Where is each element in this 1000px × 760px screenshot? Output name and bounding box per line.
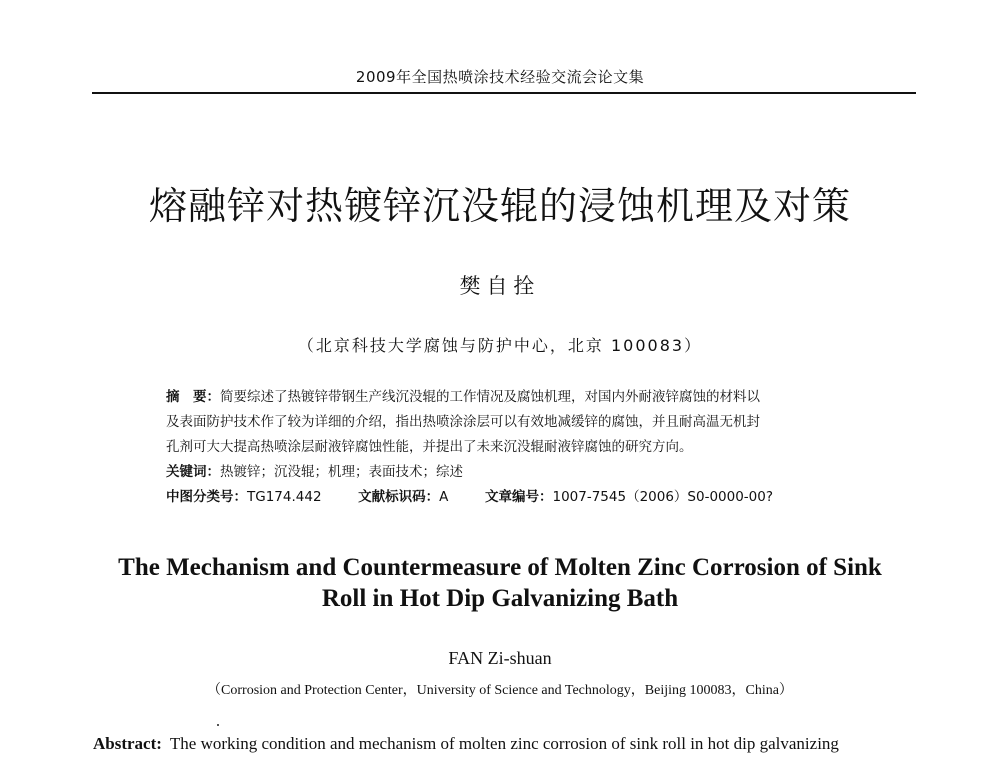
english-abstract-label: Abstract: [93,734,162,753]
running-header: 2009年全国热喷涂技术经验交流会论文集 [355,68,645,86]
chinese-abstract-line: 及表面防护技术作了较为详细的介绍，指出热喷涂涂层可以有效地减缓锌的腐蚀，并且耐高温无机封 [166,414,760,430]
english-title [0,552,1000,614]
chinese-keywords [166,460,856,485]
english-affiliation: （Corrosion and Protection Center，University of Science and Technology，Beijing 100083，China） [207,683,793,698]
chinese-abstract-block [166,385,856,510]
chinese-classification [166,485,856,510]
english-author: FAN Zi-shuan [448,648,552,668]
chinese-keywords-label: 关键词： [166,464,220,480]
clc-label: 中图分类号： [166,489,247,505]
chinese-abstract-line [166,385,856,410]
chinese-affiliation: （北京科技大学腐蚀与防护中心，北京 100083） [297,336,703,355]
english-abstract [93,734,839,754]
chinese-abstract-line: 孔剂可大大提高热喷涂层耐液锌腐蚀性能，并提出了未来沉没辊耐液锌腐蚀的研究方向。 [166,439,693,455]
english-abstract-text: The working condition and mechanism of molten zinc corrosion of sink roll in hot dip galvanizing [169,734,839,753]
chinese-abstract-label: 摘 要： [166,389,220,405]
chinese-author: 樊自拴 [459,274,541,298]
doc-code-label: 文献标识码： [358,489,440,505]
clc-value: TG174.442 [247,489,322,505]
article-no-value: 1007-7545（2006）S0-0000-00? [552,489,774,505]
english-title-line: Roll in Hot Dip Galvanizing Bath [321,585,679,612]
scan-speck [217,724,219,726]
header-rule [92,92,916,94]
chinese-abstract-text: 简要综述了热镀锌带钢生产线沉没辊的工作情况及腐蚀机理，对国内外耐液锌腐蚀的材料以 [220,389,760,405]
doc-code-value: A [439,489,449,505]
article-no-label: 文章编号： [484,489,553,505]
english-title-line: The Mechanism and Countermeasure of Molten Zinc Corrosion of Sink [118,554,882,581]
chinese-title: 熔融锌对热镀锌沉没辊的浸蚀机理及对策 [148,184,851,228]
chinese-keywords-text: 热镀锌；沉没辊；机理；表面技术；综述 [220,464,463,480]
